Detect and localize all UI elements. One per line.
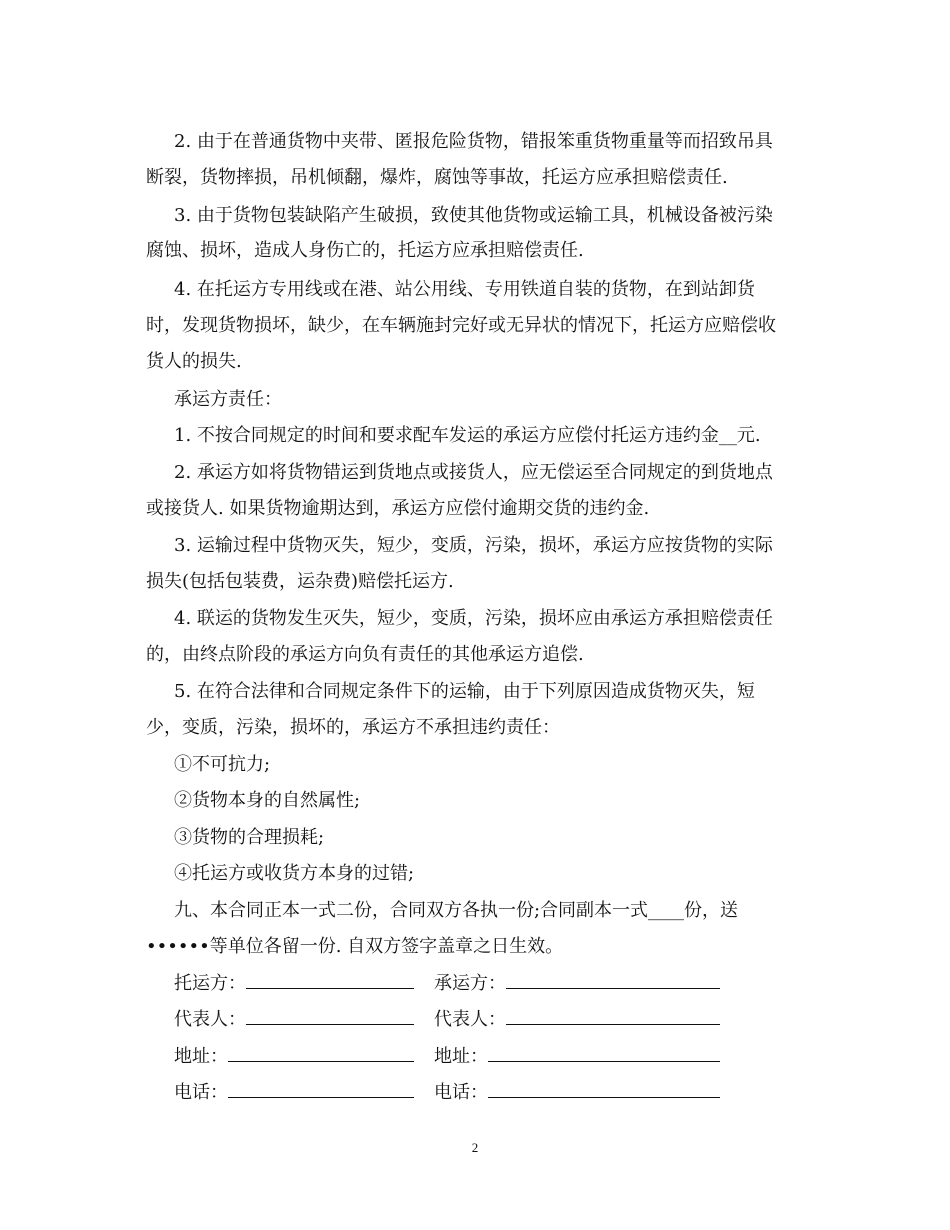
signature-left-phone <box>174 1079 414 1105</box>
signature-left-representative <box>174 1006 414 1032</box>
list-item: ④托运方或收货方本身的过错; <box>174 863 415 884</box>
signature-label: 承运方： <box>434 973 506 994</box>
paragraph-line: 5. 在符合法律和合同规定条件下的运输，由于下列原因造成货物灭失，短 <box>174 681 755 702</box>
paragraph-line: 少，变质，污染，损坏的，承运方不承担违约责任： <box>146 717 560 738</box>
list-item: ②货物本身的自然属性; <box>174 790 361 811</box>
paragraph-line: 货人的损失. <box>146 351 242 372</box>
signature-label: 电话： <box>434 1082 488 1103</box>
paragraph-line: 九、本合同正本一式二份，合同双方各执一份;合同副本一式____份，送 <box>174 900 739 921</box>
paragraph-line: 2. 承运方如将货物错运到货地点或接货人，应无偿运至合同规定的到货地点 <box>174 462 773 483</box>
list-item: ①不可抗力; <box>174 754 271 775</box>
paragraph-line: 4. 在托运方专用线或在港、站公用线、专用铁道自装的货物，在到站卸货 <box>174 279 755 300</box>
signature-right-address <box>434 1043 720 1069</box>
signature-left-address <box>174 1043 414 1069</box>
paragraph-line: 时，发现货物损坏，缺少，在车辆施封完好或无异状的情况下，托运方应赔偿收 <box>146 315 776 336</box>
signature-blank <box>506 1006 720 1025</box>
signature-blank <box>488 1079 720 1098</box>
signature-label: 电话： <box>174 1082 228 1103</box>
signature-right-representative <box>434 1006 720 1032</box>
signature-blank <box>246 1006 414 1025</box>
signature-blank <box>488 1043 720 1062</box>
signature-label: 托运方： <box>174 973 246 994</box>
paragraph-line: 断裂，货物摔损，吊机倾翻，爆炸，腐蚀等事故，托运方应承担赔偿责任. <box>146 167 728 188</box>
paragraph-line: ••••••等单位各留一份. 自双方签字盖章之日生效。 <box>146 936 564 957</box>
list-item: ③货物的合理损耗; <box>174 827 325 848</box>
signature-right-carrier <box>434 970 720 996</box>
signature-left-shipper <box>174 970 414 996</box>
signature-blank <box>228 1079 414 1098</box>
signature-label: 代表人： <box>174 1009 246 1030</box>
page-number: 2 <box>471 1140 479 1155</box>
signature-right-phone <box>434 1079 720 1105</box>
paragraph-line: 腐蚀、损坏，造成人身伤亡的，托运方应承担赔偿责任. <box>146 240 584 261</box>
paragraph-line: 3. 运输过程中货物灭失，短少，变质，污染，损坏，承运方应按货物的实际 <box>174 535 773 556</box>
paragraph-line: 损失(包括包装费，运杂费)赔偿托运方. <box>146 571 454 592</box>
signature-label: 地址： <box>434 1046 488 1067</box>
signature-blank <box>506 970 720 989</box>
paragraph-line: 3. 由于货物包装缺陷产生破损，致使其他货物或运输工具，机械设备被污染 <box>174 205 773 226</box>
paragraph-line: 4. 联运的货物发生灭失，短少，变质，污染，损坏应由承运方承担赔偿责任 <box>174 608 773 629</box>
signature-blank <box>246 970 414 989</box>
signature-blank <box>228 1043 414 1062</box>
paragraph-line: 2. 由于在普通货物中夹带、匿报危险货物，错报笨重货物重量等而招致吊具 <box>174 131 773 152</box>
section-heading: 承运方责任： <box>174 389 282 410</box>
paragraph-line: 1. 不按合同规定的时间和要求配车发运的承运方应偿付托运方违约金__元. <box>174 425 761 446</box>
signature-label: 代表人： <box>434 1009 506 1030</box>
paragraph-line: 的，由终点阶段的承运方向负有责任的其他承运方追偿. <box>146 644 584 665</box>
signature-label: 地址： <box>174 1046 228 1067</box>
paragraph-line: 或接货人. 如果货物逾期达到，承运方应偿付逾期交货的违约金. <box>146 498 650 519</box>
